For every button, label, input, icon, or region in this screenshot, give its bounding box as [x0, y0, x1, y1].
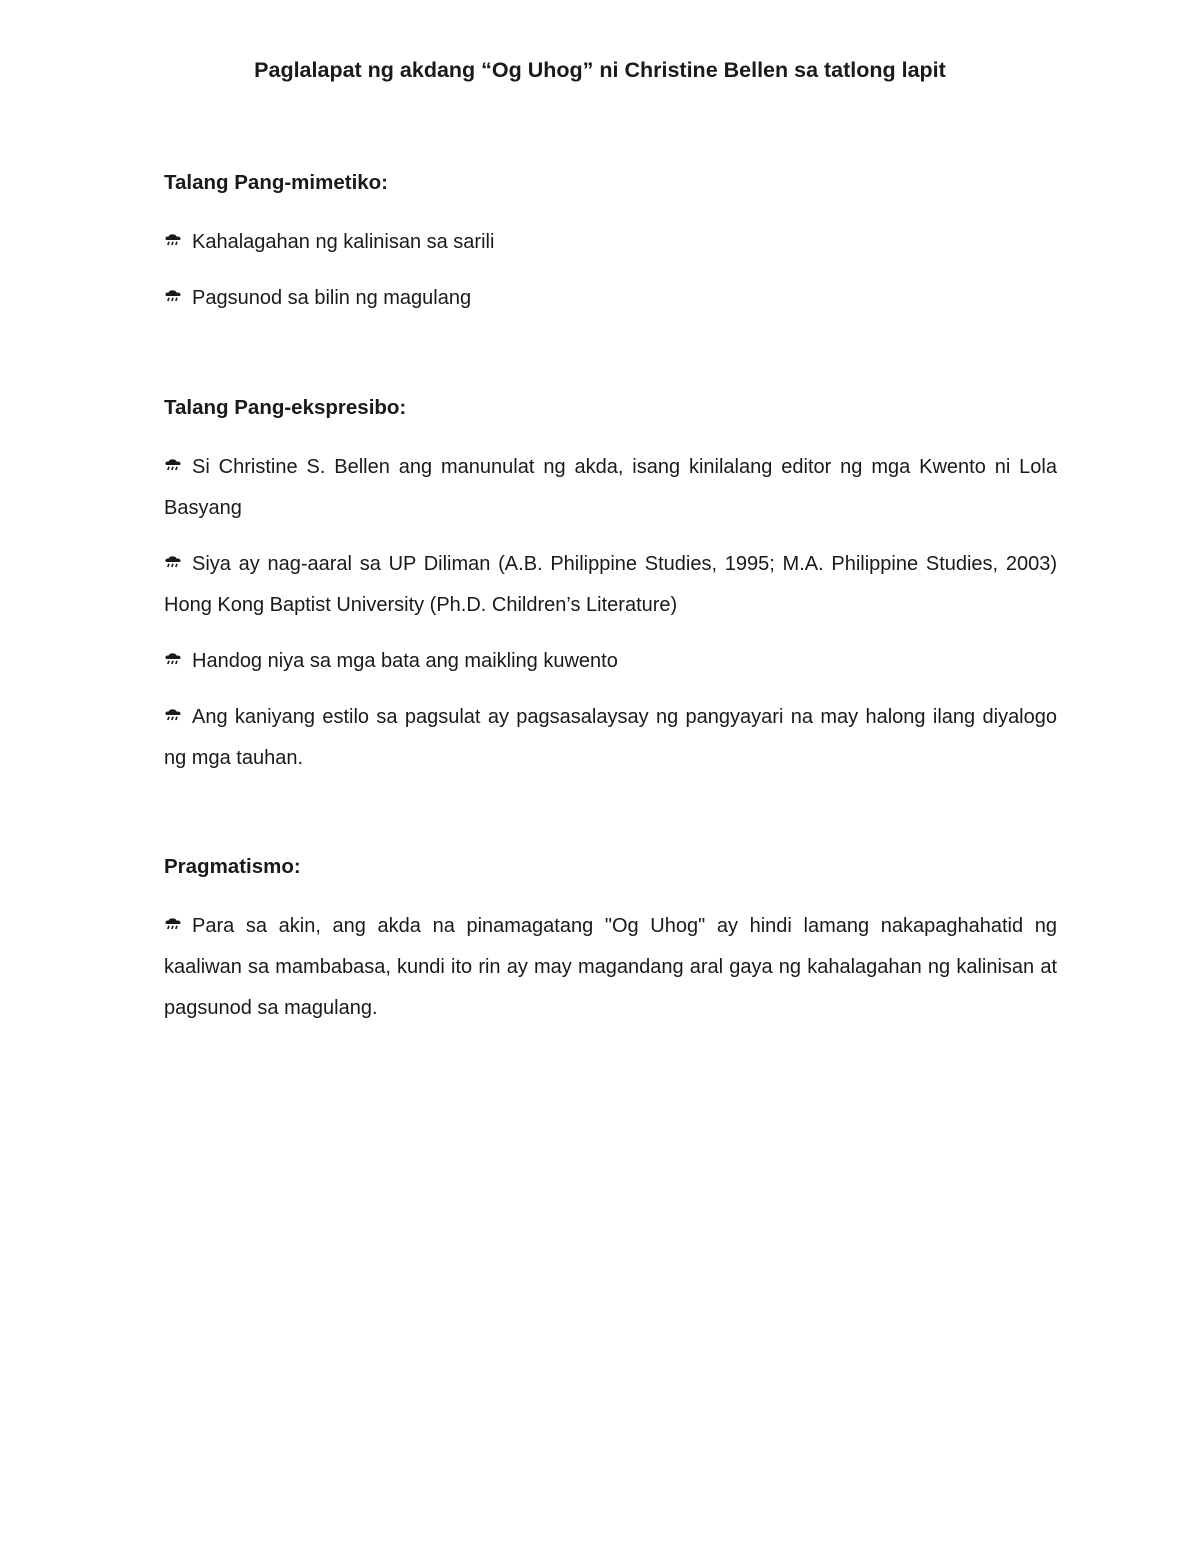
list-item-text: Siya ay nag-aaral sa UP Diliman (A.B. Philippine Studies, 1995; M.A. Philippine Studies, 2003) Hong Kong Baptist University (Ph.D. Children’s Literature): [164, 553, 1057, 616]
list-item-text: Ang kaniyang estilo sa pagsulat ay pagsasalaysay ng pangyayari na may halong ilang diyalogo ng mga tauhan.: [164, 706, 1057, 769]
list-item: [164, 278, 1057, 319]
section-pragmatismo: [164, 853, 1057, 1044]
list-item-text: Kahalagahan ng kalinisan sa sarili: [192, 231, 495, 253]
section-heading: Talang Pang-mimetiko:: [164, 171, 389, 194]
list-item: [164, 222, 1057, 263]
cloud-rain-icon: [164, 233, 184, 247]
cloud-rain-icon: [164, 458, 184, 472]
cloud-rain-icon: [164, 555, 184, 569]
list-item: [164, 697, 1057, 779]
list-item: [164, 544, 1057, 626]
list-item: [164, 447, 1057, 529]
document-title: Paglalapat ng akdang “Og Uhog” ni Christine Bellen sa tatlong lapit: [254, 58, 946, 82]
cloud-rain-icon: [164, 917, 184, 931]
cloud-rain-icon: [164, 652, 184, 666]
list-item-text: Pagsunod sa bilin ng magulang: [192, 287, 472, 309]
list-item: [164, 641, 1057, 682]
section-heading: Talang Pang-ekspresibo:: [164, 396, 407, 419]
list-item-text: Si Christine S. Bellen ang manunulat ng akda, isang kinilalang editor ng mga Kwento ni Lola Basyang: [164, 456, 1057, 519]
cloud-rain-icon: [164, 708, 184, 722]
section-ekspresibo: [164, 394, 1057, 794]
cloud-rain-icon: [164, 289, 184, 303]
list-item-text: Handog niya sa mga bata ang maikling kuwento: [192, 650, 618, 672]
list-item-text: Para sa akin, ang akda na pinamagatang "Og Uhog" ay hindi lamang nakapaghahatid ng kaaliwan sa mambabasa, kundi ito rin ay may magandang aral gaya ng kahalagahan ng kalinisan at pagsunod sa magulang.: [164, 915, 1057, 1019]
list-item: [164, 906, 1057, 1029]
section-heading: Pragmatismo:: [164, 855, 301, 878]
section-mimetiko: [164, 169, 1057, 334]
